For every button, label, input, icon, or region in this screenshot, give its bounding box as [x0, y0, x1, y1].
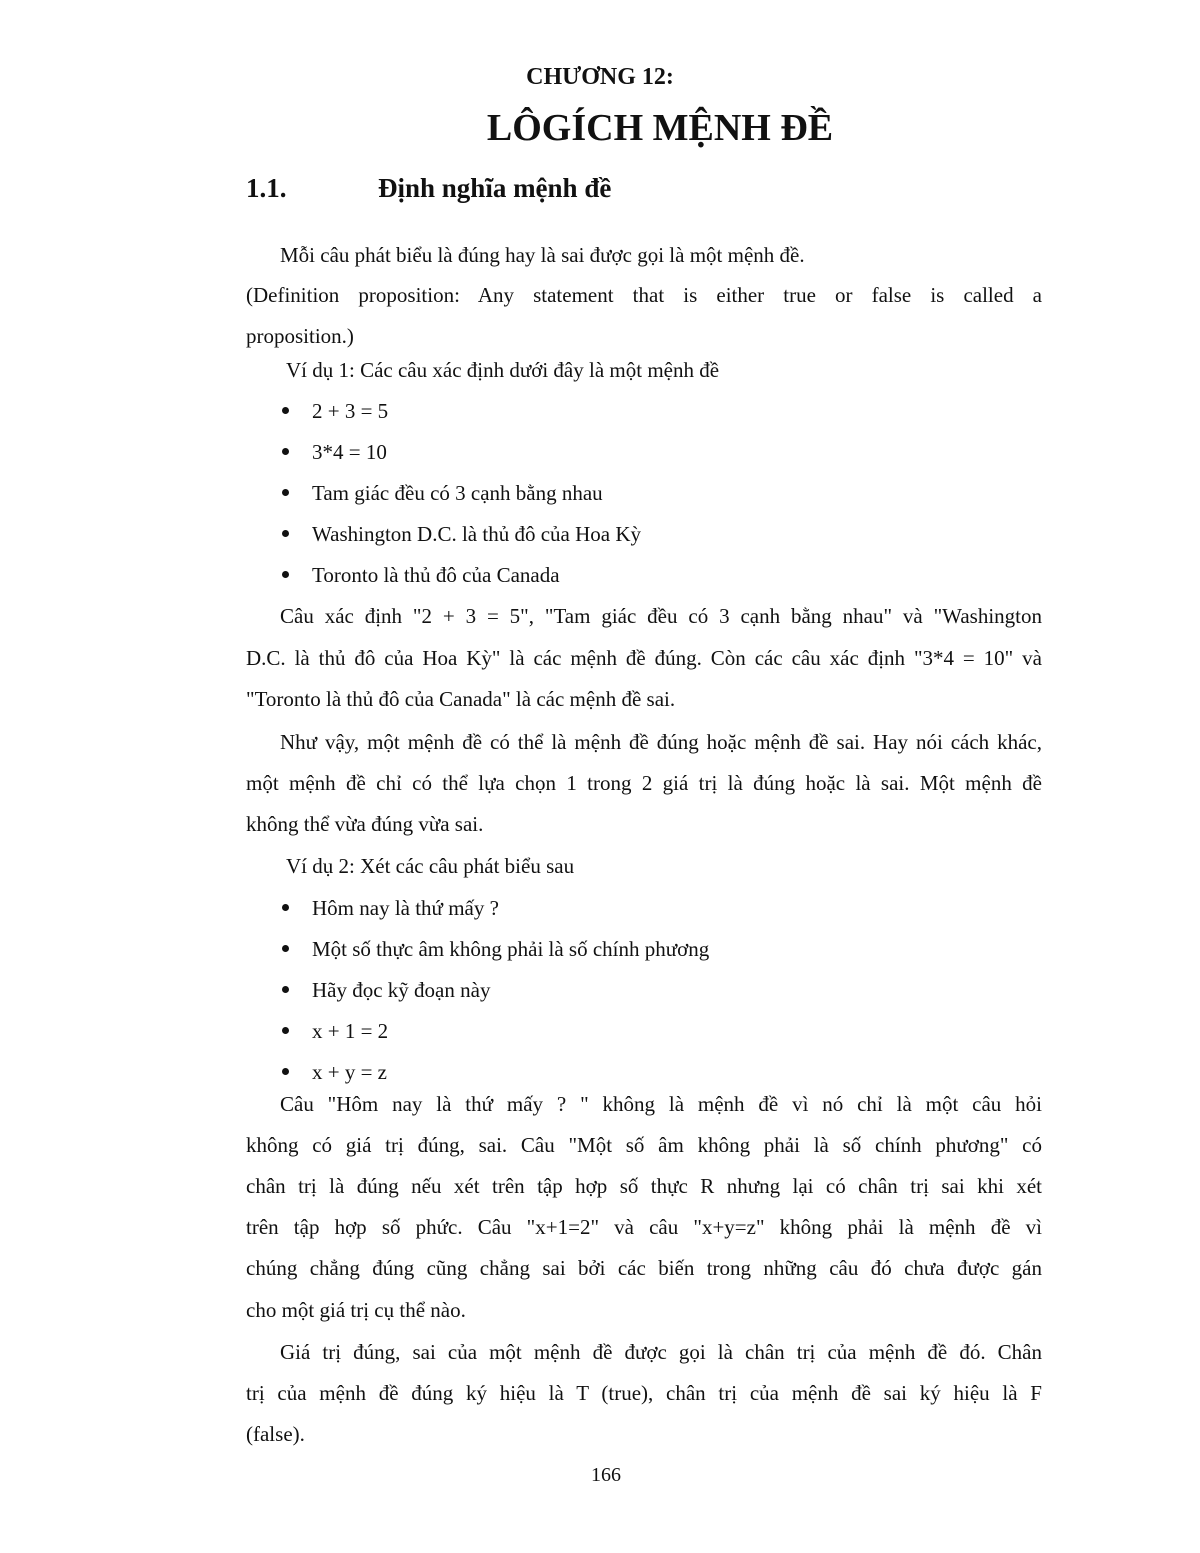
- bullet-icon: [282, 1068, 289, 1075]
- chapter-title: LÔGÍCH MỆNH ĐỀ: [486, 107, 834, 149]
- list-item-text: Hãy đọc kỹ đoạn này: [312, 978, 491, 1002]
- list-item-text: 3*4 = 10: [312, 440, 387, 464]
- value-paragraph-line-2: trị của mệnh đề đúng ký hiệu là T (true), chân trị của mệnh đề sai ký hiệu là F: [246, 1381, 1042, 1405]
- list-item-text: Hôm nay là thứ mấy ?: [312, 896, 499, 920]
- truth-paragraph-line-2: một mệnh đề chỉ có thể lựa chọn 1 trong 2 giá trị là đúng hoặc là sai. Một mệnh đề: [246, 771, 1042, 795]
- definition-en-line-1: (Definition proposition: Any statement that is either true or false is called a: [246, 283, 1042, 307]
- list-item-text: x + 1 = 2: [312, 1019, 389, 1043]
- section-title: Định nghĩa mệnh đề: [378, 173, 612, 203]
- bullet-icon: [282, 448, 289, 455]
- list-item-text: 2 + 3 = 5: [312, 399, 389, 423]
- bullet-icon: [282, 945, 289, 952]
- bullet-icon: [282, 530, 289, 537]
- list-item-text: x + y = z: [312, 1060, 388, 1084]
- list-item-text: Tam giác đều có 3 cạnh bằng nhau: [312, 481, 603, 505]
- truth-paragraph-line-3: không thể vừa đúng vừa sai.: [246, 812, 484, 836]
- section-number: 1.1.: [246, 173, 287, 203]
- bullet-icon: [282, 489, 289, 496]
- example-1-intro: Ví dụ 1: Các câu xác định dưới đây là một mệnh đề: [286, 358, 720, 382]
- example-2-intro: Ví dụ 2: Xét các câu phát biểu sau: [286, 854, 575, 878]
- example-1-explanation-line-3: "Toronto là thủ đô của Canada" là các mệnh đề sai.: [246, 687, 676, 711]
- example-1-explanation-line-2: D.C. là thủ đô của Hoa Kỳ" là các mệnh đề đúng. Còn các câu xác định "3*4 = 10" và: [246, 646, 1042, 670]
- bullet-icon: [282, 1027, 289, 1034]
- example-2-explanation-line-3: chân trị là đúng nếu xét trên tập hợp số thực R nhưng lại có chân trị sai khi xét: [246, 1174, 1042, 1198]
- bullet-icon: [282, 904, 289, 911]
- bullet-icon: [282, 407, 289, 414]
- bullet-icon: [282, 571, 289, 578]
- example-2-explanation-line-4: trên tập hợp số phức. Câu "x+1=2" và câu "x+y=z" không phải là mệnh đề vì: [246, 1215, 1042, 1239]
- example-2-explanation-line-1: Câu "Hôm nay là thứ mấy ? " không là mệnh đề vì nó chỉ là một câu hỏi: [280, 1092, 1042, 1116]
- example-2-explanation-line-6: cho một giá trị cụ thể nào.: [246, 1298, 466, 1322]
- list-item-text: Toronto là thủ đô của Canada: [312, 563, 560, 587]
- example-2-explanation-line-2: không có giá trị đúng, sai. Câu "Một số âm không phải là số chính phương" có: [246, 1133, 1042, 1157]
- example-1-explanation-line-1: Câu xác định "2 + 3 = 5", "Tam giác đều có 3 cạnh bằng nhau" và "Washington: [280, 604, 1042, 628]
- chapter-label: CHƯƠNG 12:: [526, 64, 674, 90]
- list-item-text: Một số thực âm không phải là số chính phương: [312, 937, 710, 961]
- example-2-explanation-line-5: chúng chẳng đúng cũng chẳng sai bởi các biến trong những câu đó chưa được gán: [246, 1256, 1042, 1280]
- bullet-icon: [282, 986, 289, 993]
- list-item-text: Washington D.C. là thủ đô của Hoa Kỳ: [312, 522, 642, 546]
- definition-en-line-2: proposition.): [246, 324, 354, 348]
- definition-vi: Mỗi câu phát biểu là đúng hay là sai được gọi là một mệnh đề.: [280, 243, 805, 267]
- page-number: 166: [591, 1464, 621, 1486]
- value-paragraph-line-1: Giá trị đúng, sai của một mệnh đề được gọi là chân trị của mệnh đề đó. Chân: [280, 1340, 1042, 1364]
- value-paragraph-line-3: (false).: [246, 1422, 305, 1446]
- truth-paragraph-line-1: Như vậy, một mệnh đề có thể là mệnh đề đúng hoặc mệnh đề sai. Hay nói cách khác,: [280, 730, 1042, 754]
- section-heading: [246, 170, 611, 206]
